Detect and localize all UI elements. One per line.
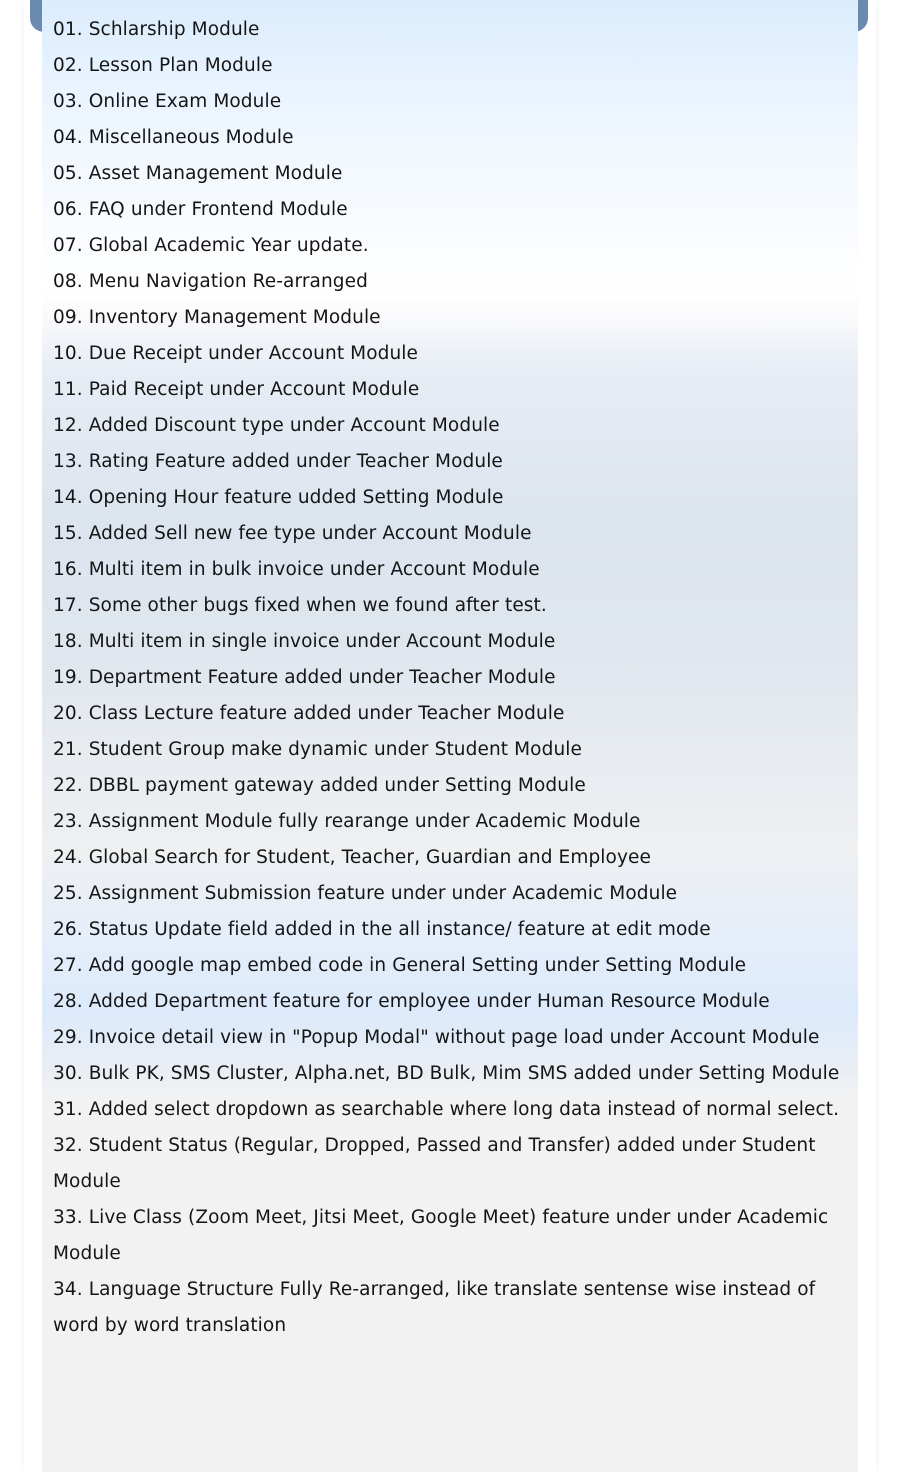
- changelog-item: 26. Status Update field added in the all instance/ feature at edit mode: [53, 919, 711, 940]
- changelog-item: 15. Added Sell new fee type under Account Module: [53, 523, 532, 544]
- changelog-item: 27. Add google map embed code in General Setting under Setting Module: [53, 955, 747, 976]
- changelog-item: 10. Due Receipt under Account Module: [53, 343, 419, 364]
- changelog-item: 04. Miscellaneous Module: [53, 127, 294, 148]
- changelog-item: 03. Online Exam Module: [53, 91, 282, 112]
- changelog-item: 13. Rating Feature added under Teacher Module: [53, 451, 503, 472]
- changelog-item: 33. Live Class (Zoom Meet, Jitsi Meet, Google Meet) feature under under Academic Module: [53, 1207, 829, 1264]
- changelog-item: 29. Invoice detail view in "Popup Modal" without page load under Account Module: [53, 1027, 820, 1048]
- changelog-item: 23. Assignment Module fully rearange under Academic Module: [53, 811, 641, 832]
- changelog-item: 22. DBBL payment gateway added under Setting Module: [53, 775, 586, 796]
- changelog-item: 08. Menu Navigation Re-arranged: [53, 271, 368, 292]
- changelog-item: 18. Multi item in single invoice under Account Module: [53, 631, 556, 652]
- changelog-list: [53, 12, 853, 1344]
- changelog-item: 06. FAQ under Frontend Module: [53, 199, 348, 220]
- changelog-item: 17. Some other bugs fixed when we found after test.: [53, 595, 547, 616]
- changelog-item: 05. Asset Management Module: [53, 163, 343, 184]
- changelog-item: 09. Inventory Management Module: [53, 307, 381, 328]
- changelog-item: 28. Added Department feature for employee under Human Resource Module: [53, 991, 770, 1012]
- changelog-item: 20. Class Lecture feature added under Teacher Module: [53, 703, 565, 724]
- changelog-item: 32. Student Status (Regular, Dropped, Passed and Transfer) added under Student Module: [53, 1135, 816, 1192]
- changelog-item: 34. Language Structure Fully Re-arranged, like translate sentense wise instead of word by word translation: [53, 1279, 816, 1336]
- changelog-item: 19. Department Feature added under Teacher Module: [53, 667, 556, 688]
- changelog-item: 14. Opening Hour feature udded Setting Module: [53, 487, 504, 508]
- changelog-item: 21. Student Group make dynamic under Student Module: [53, 739, 582, 760]
- changelog-item: 02. Lesson Plan Module: [53, 55, 273, 76]
- changelog-item: 16. Multi item in bulk invoice under Account Module: [53, 559, 540, 580]
- changelog-item: 01. Schlarship Module: [53, 19, 260, 40]
- changelog-item: 12. Added Discount type under Account Module: [53, 415, 500, 436]
- changelog-item: 30. Bulk PK, SMS Cluster, Alpha.net, BD Bulk, Mim SMS added under Setting Module: [53, 1063, 840, 1084]
- changelog-item: 07. Global Academic Year update.: [53, 235, 369, 256]
- changelog-item: 25. Assignment Submission feature under under Academic Module: [53, 883, 678, 904]
- changelog-item: 31. Added select dropdown as searchable where long data instead of normal select.: [53, 1099, 840, 1120]
- changelog-item: 11. Paid Receipt under Account Module: [53, 379, 420, 400]
- changelog-item: 24. Global Search for Student, Teacher, Guardian and Employee: [53, 847, 651, 868]
